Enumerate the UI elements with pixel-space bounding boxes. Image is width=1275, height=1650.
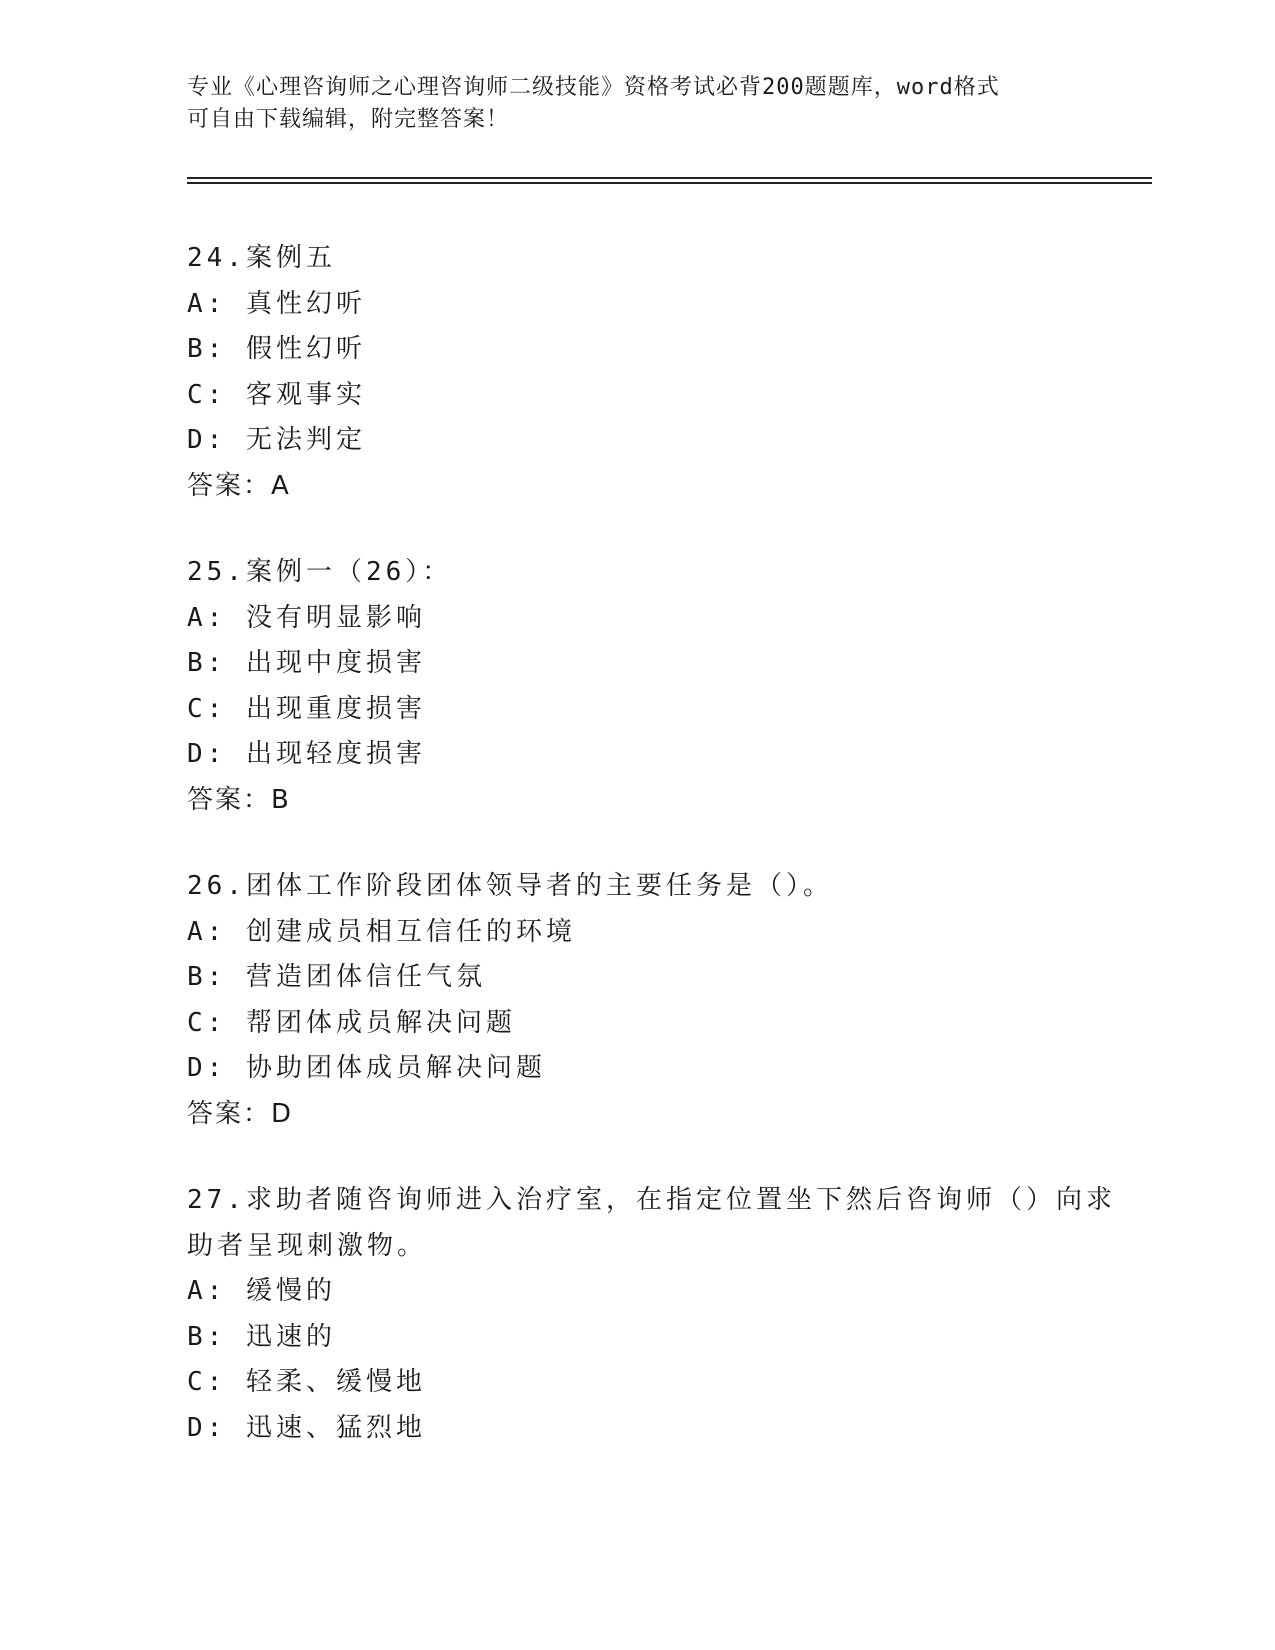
option-c: C: 轻柔、缓慢地 xyxy=(187,1367,426,1397)
option-d: D: 协助团体成员解决问题 xyxy=(187,1053,546,1083)
question-25 xyxy=(187,550,1087,823)
option-b: B: 假性幻听 xyxy=(187,334,366,364)
option-a: A: 没有明显影响 xyxy=(187,602,426,633)
question-stem-line-1: 27.求助者随咨询师进入治疗室，在指定位置坐下然后咨询师（）向求 xyxy=(187,1185,1116,1215)
answer-line: 答案：D xyxy=(187,1098,294,1129)
option-c: C: 客观事实 xyxy=(187,379,366,410)
option-b: B: 迅速的 xyxy=(187,1321,336,1352)
header-divider-top xyxy=(187,177,1152,179)
option-d: D: 出现轻度损害 xyxy=(187,739,426,769)
option-b: B: 出现中度损害 xyxy=(187,648,426,678)
header-divider-bottom xyxy=(187,182,1152,184)
question-27 xyxy=(187,1178,1116,1451)
question-24 xyxy=(187,236,1087,509)
option-a: A: 创建成员相互信任的环境 xyxy=(187,916,576,947)
option-a: A: 真性幻听 xyxy=(187,288,366,319)
header-line-1: 专业《心理咨询师之心理咨询师二级技能》资格考试必背200题题库，word格式 xyxy=(187,75,1000,100)
question-stem: 26.团体工作阶段团体领导者的主要任务是（）。 xyxy=(187,871,833,901)
option-d: D: 无法判定 xyxy=(187,425,366,455)
question-list xyxy=(187,236,1116,1492)
answer-line: 答案：B xyxy=(187,784,291,815)
option-b: B: 营造团体信任气氛 xyxy=(187,962,486,992)
question-stem: 24.案例五 xyxy=(187,243,336,273)
option-c: C: 出现重度损害 xyxy=(187,693,426,724)
option-d: D: 迅速、猛烈地 xyxy=(187,1412,426,1443)
option-c: C: 帮团体成员解决问题 xyxy=(187,1007,516,1038)
question-stem-line-2: 助者呈现刺激物。 xyxy=(187,1230,428,1261)
header-line-2: 可自由下载编辑，附完整答案！ xyxy=(187,107,510,132)
question-stem: 25.案例一（26）： xyxy=(187,557,453,587)
answer-line: 答案：A xyxy=(187,470,291,501)
option-a: A: 缓慢的 xyxy=(187,1276,336,1306)
document-header xyxy=(187,72,1067,136)
question-26 xyxy=(187,864,1087,1137)
